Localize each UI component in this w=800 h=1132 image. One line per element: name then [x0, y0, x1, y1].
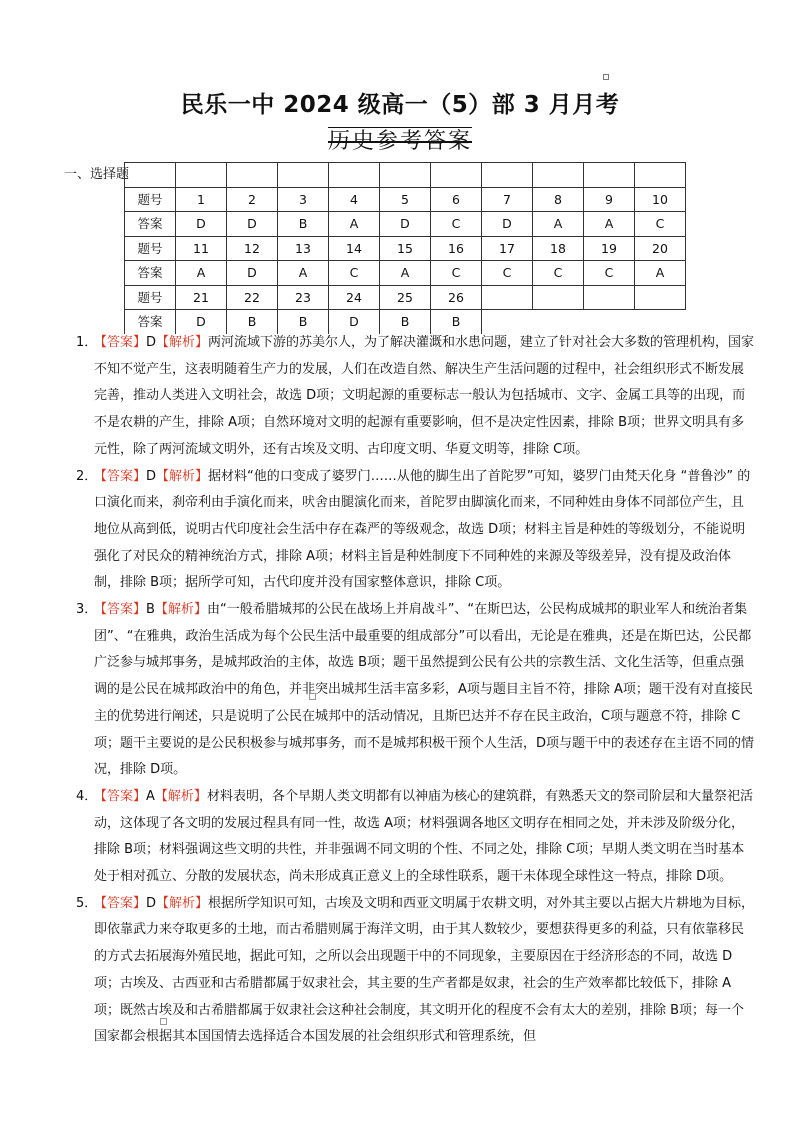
- table-cell: 1: [176, 187, 227, 212]
- table-cell: A: [176, 261, 227, 286]
- explanation-tag: 【解析】: [154, 788, 207, 804]
- explanation-tag: 【解析】: [156, 895, 209, 911]
- table-cell: [533, 163, 584, 188]
- table-cell: B: [278, 212, 329, 237]
- table-cell: 21: [176, 285, 227, 310]
- table-cell: [482, 285, 533, 310]
- explanation-text: 两河流域下游的苏美尔人，为了解决灌溉和水患问题，建立了针对社会大多数的管理机构，国家不知不觉产生，这表明随着生产力的发展，人们在改造自然、解决生产生活问题的过程中，社会组织形式不断发展完善，推动人类进入文明社会，故选 D项；文明起源的重要标志一般认为包括城市、文字、金属工具等的出现，而不是农耕的产生，排除 A项；自然环境对文明的起源有重要影响，但不是决定性因素，排除 B项；世界文明具有多元性，除了两河流域文明外，还有古埃及文明、古印度文明、华夏文明等，排除 C项。: [94, 335, 755, 457]
- table-cell: [176, 163, 227, 188]
- answer-letter: D: [146, 895, 157, 911]
- inline-image-mark: [160, 1018, 167, 1025]
- answer-letter: B: [146, 602, 155, 618]
- table-cell: 7: [482, 187, 533, 212]
- explanation-tag: 【解析】: [156, 468, 209, 484]
- item-number: 3．: [76, 602, 98, 618]
- table-row-header: 答案: [125, 212, 176, 237]
- answer-tag: 【答案】: [94, 895, 147, 911]
- item-number: 4．: [76, 788, 98, 804]
- table-cell: B: [227, 310, 278, 334]
- table-cell: 24: [329, 285, 380, 310]
- page-subtitle: [0, 124, 800, 155]
- table-row: [125, 236, 686, 261]
- page-title: 民乐一中 2024 级高一（5）部 3 月月考: [180, 92, 620, 118]
- table-row-header: 题号: [125, 285, 176, 310]
- table-row-header: 题号: [125, 236, 176, 261]
- answer-tag: 【答案】: [94, 788, 147, 804]
- table-row-header: [125, 163, 176, 188]
- table-cell: 14: [329, 236, 380, 261]
- list-item: [76, 330, 756, 464]
- table-cell: 16: [431, 236, 482, 261]
- table-cell: 20: [635, 236, 686, 261]
- table-cell: C: [635, 212, 686, 237]
- table-cell: [380, 163, 431, 188]
- table-cell: 6: [431, 187, 482, 212]
- table-cell: [533, 285, 584, 310]
- table-cell: 17: [482, 236, 533, 261]
- item-number: 5．: [76, 895, 98, 911]
- table-cell: 18: [533, 236, 584, 261]
- table-cell: A: [584, 212, 635, 237]
- table-row-header: 题号: [125, 187, 176, 212]
- explanation-tag: 【解析】: [154, 602, 207, 618]
- table-row-header: 答案: [125, 310, 176, 334]
- table-cell: B: [278, 310, 329, 334]
- table-cell: D: [176, 310, 227, 334]
- list-item: [76, 597, 756, 784]
- answer-letter: D: [146, 468, 157, 484]
- table-cell: 4: [329, 187, 380, 212]
- inline-image-mark: [309, 693, 316, 700]
- table-cell: C: [533, 261, 584, 286]
- item-number: 2．: [76, 468, 98, 484]
- table-cell: C: [431, 261, 482, 286]
- table-cell: A: [380, 261, 431, 286]
- table-cell: D: [176, 212, 227, 237]
- table-cell: [278, 163, 329, 188]
- list-item: [76, 784, 756, 891]
- table-cell: 13: [278, 236, 329, 261]
- table-cell: [482, 163, 533, 188]
- list-item: [76, 464, 756, 598]
- table-cell: C: [584, 261, 635, 286]
- table-cell: B: [380, 310, 431, 334]
- explanation-list: [76, 330, 756, 1051]
- explanation-text: 根据所学知识可知，古埃及文明和西亚文明属于农耕文明，对外其主要以占据大片耕地为目标，即依靠武力来夺取更多的土地，而古希腊则属于海洋文明，由于其人数较少，要想获得更多的利益，只有依靠移民的方式去拓展海外殖民地，据此可知，之所以会出现题干中的不同现象，主要原因在于经济形态的不同，故选 D项；古埃及、古西亚和古希腊都属于奴隶社会，其主要的生产者都是奴隶，社会的生产效率都比较低下，排除 A项；既然古埃及和古希腊都属于奴隶社会这种社会制度，其文明开化的程度不会有太大的差别，排除 B项；每一个国家都会根据其本国国情去选择适合本国发展的社会组织形式和管理系统，但: [94, 895, 755, 1045]
- table-row: [125, 261, 686, 286]
- answer-tag: 【答案】: [94, 335, 147, 350]
- table-cell: A: [635, 261, 686, 286]
- table-cell: 10: [635, 187, 686, 212]
- table-cell: C: [431, 212, 482, 237]
- table-cell: [431, 163, 482, 188]
- explanation-text: 材料表明，各个早期人类文明都有以神庙为核心的建筑群，有熟悉天文的祭司阶层和大量祭祀活动，这体现了各文明的发展过程具有同一性，故选 A项；材料强调各地区文明存在相同之处，并未涉及阶级分化，排除 B项；材料强调这些文明的共性，并非强调不同文明的个性、不同之处，排除 C项；早期人类文明在当时基本处于相对孤立、分散的发展状态，尚未形成真正意义上的全球性联系，题干未体现全球性这一特点，排除 D项。: [94, 788, 753, 885]
- corner-mark: [603, 74, 609, 80]
- table-cell: 11: [176, 236, 227, 261]
- table-row: [125, 212, 686, 237]
- table-row: [125, 163, 686, 188]
- table-cell: 19: [584, 236, 635, 261]
- table-row: [125, 187, 686, 212]
- section-label: 一、选择题: [64, 167, 130, 182]
- table-cell: D: [227, 261, 278, 286]
- answer-tag: 【答案】: [94, 468, 147, 484]
- table-cell: 25: [380, 285, 431, 310]
- table-cell: 26: [431, 285, 482, 310]
- explanation-text: 由“一般希腊城邦的公民在战场上并肩战斗”、“在斯巴达，公民构成城邦的职业军人和统治者集团”、“在雅典，政治生活成为每个公民生活中最重要的组成部分”可以看出，无论是在雅典，还是在斯巴达，公民都广泛参与城邦事务，是城邦政治的主体，故选 B项；题干虽然提到公民有公共的宗教生活、文化生活等，但重点强调的是公民在城邦政治中的角色，并非突出城邦生活丰富多彩，A项与题目主旨不符，排除 A项；题干没有对直接民主的优势进行阐述，只是说明了公民在城邦中的活动情况，且斯巴达并不存在民主政治，C项与题意不符，排除 C项；题干主要说的是公民积极参与城邦事务，而不是城邦积极干预个人生活，D项与题干中的表述存在主语不同的情况，排除 D项。: [94, 602, 755, 778]
- answer-tag: 【答案】: [94, 602, 147, 618]
- table-cell: C: [329, 261, 380, 286]
- table-cell: D: [380, 212, 431, 237]
- table-cell: 12: [227, 236, 278, 261]
- table-cell: [635, 285, 686, 310]
- answer-letter: A: [146, 788, 155, 804]
- table-cell: 15: [380, 236, 431, 261]
- table-cell: 9: [584, 187, 635, 212]
- table-cell: D: [227, 212, 278, 237]
- table-cell: D: [482, 212, 533, 237]
- table-row: [125, 285, 686, 310]
- subtitle-text: 历史参考答案: [327, 129, 472, 154]
- table-cell: 5: [380, 187, 431, 212]
- explanation-text: 据材料“他的口变成了婆罗门……从他的脚生出了首陀罗”可知，婆罗门由梵天化身 “普鲁沙” 的口演化而来，刹帝利由手演化而来，吠舍由腿演化而来，首陀罗由脚演化而来，不同种姓由身体不同部位产生，且地位从高到低，说明古代印度社会生活中存在森严的等级观念，故选 D项；材料主旨是种姓的等级划分，不能说明强化了对民众的精神统治方式，排除 A项；材料主旨是种姓制度下不同种姓的来源及等级差异，没有提及政治体制，排除 B项；据所学可知，古代印度并没有国家整体意识，排除 C项。: [94, 468, 751, 591]
- table-cell: A: [278, 261, 329, 286]
- answer-table: [124, 162, 686, 334]
- table-cell: A: [533, 212, 584, 237]
- table-cell: A: [329, 212, 380, 237]
- table-cell: 2: [227, 187, 278, 212]
- table-cell: [584, 163, 635, 188]
- table-cell: [227, 163, 278, 188]
- list-item: [76, 891, 756, 1051]
- table-cell: [329, 163, 380, 188]
- explanation-tag: 【解析】: [156, 335, 209, 350]
- table-cell: 3: [278, 187, 329, 212]
- table-cell: [584, 285, 635, 310]
- item-number: 1．: [76, 335, 98, 350]
- table-cell: C: [482, 261, 533, 286]
- table-cell: 22: [227, 285, 278, 310]
- table-cell: [635, 163, 686, 188]
- answer-letter: D: [146, 335, 157, 350]
- table-cell: B: [431, 310, 482, 334]
- table-cell: 8: [533, 187, 584, 212]
- table-row-header: 答案: [125, 261, 176, 286]
- table-cell: 23: [278, 285, 329, 310]
- table-cell: D: [329, 310, 380, 334]
